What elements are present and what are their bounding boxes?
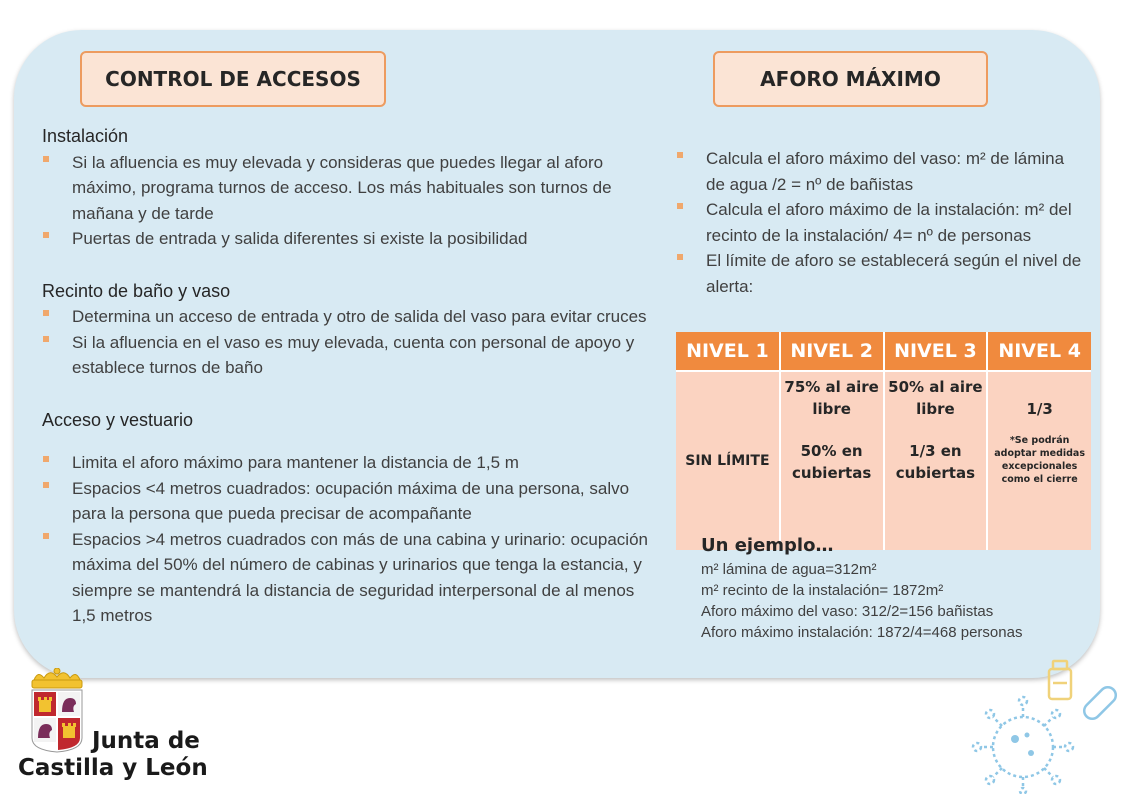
logo-line-2: Castilla y León xyxy=(18,755,208,781)
example-line: m² recinto de la instalación= 1872m² xyxy=(701,582,944,599)
bullet-list xyxy=(42,150,660,252)
example-block xyxy=(701,533,1081,643)
cell-text: 75% al aire libre xyxy=(784,378,879,418)
header-right-label: AFORO MÁXIMO xyxy=(760,67,941,91)
square-bullet-icon xyxy=(43,232,49,238)
cell-nivel-3 xyxy=(884,371,988,550)
list-item-text: Espacios <4 metros cuadrados: ocupación máxima de una persona, salvo para la persona que pueda precisar de acompañante xyxy=(72,478,630,523)
list-item xyxy=(42,304,660,330)
square-bullet-icon xyxy=(43,310,49,316)
list-item-text: Puertas de entrada y salida diferentes si existe la posibilidad xyxy=(72,229,528,248)
list-item xyxy=(676,197,1086,248)
header-nivel-1: NIVEL 1 xyxy=(676,332,780,371)
section-title: Instalación xyxy=(42,126,129,146)
table-header-row xyxy=(676,332,1091,371)
list-item-text: Si la afluencia es muy elevada y consideras que puedes llegar al aforo máximo, programa turnos de acceso. Los más habituales son turnos de mañana y de tarde xyxy=(72,152,612,223)
list-item xyxy=(676,248,1086,299)
table-row xyxy=(676,371,1091,550)
section-instalacion xyxy=(42,124,660,252)
list-item-text: Si la afluencia en el vaso es muy elevada, cuenta con personal de apoyo y establece turnos de baño xyxy=(72,332,635,377)
square-bullet-icon xyxy=(677,152,683,158)
example-line: Aforo máximo del vaso: 312/2=156 bañistas xyxy=(701,603,994,620)
list-item xyxy=(676,146,1086,197)
list-item-text: Limita el aforo máximo para mantener la distancia de 1,5 m xyxy=(72,453,519,472)
cell-nivel-1 xyxy=(676,371,780,550)
list-item xyxy=(42,330,660,381)
cell-text: 50% en cubiertas xyxy=(792,442,872,482)
header-left-label: CONTROL DE ACCESOS xyxy=(105,67,361,91)
virus-decoration-icon xyxy=(965,655,1123,794)
section-acceso-vestuario xyxy=(42,408,660,629)
square-bullet-icon xyxy=(43,336,49,342)
logo-line-1: Junta de xyxy=(92,728,200,754)
bullet-list xyxy=(676,146,1086,299)
list-item-text: Calcula el aforo máximo de la instalación: m² del recinto de la instalación/ 4= nº de personas xyxy=(706,200,1072,245)
header-nivel-4: NIVEL 4 xyxy=(987,332,1091,371)
header-aforo-maximo xyxy=(713,51,988,107)
square-bullet-icon xyxy=(677,254,683,260)
section-recinto xyxy=(42,279,660,381)
section-title: Recinto de baño y vaso xyxy=(42,280,231,301)
right-column xyxy=(676,146,1086,299)
cell-note: *Se podrán adoptar medidas excepcionales como el cierre xyxy=(994,435,1085,485)
square-bullet-icon xyxy=(43,156,49,162)
square-bullet-icon xyxy=(677,203,683,209)
left-column xyxy=(42,124,660,656)
cell-text: 1/3 xyxy=(1026,400,1053,418)
list-item xyxy=(42,150,660,227)
bullet-list xyxy=(42,304,660,381)
header-nivel-2: NIVEL 2 xyxy=(780,332,884,371)
cell-text: 50% al aire libre xyxy=(888,378,983,418)
list-item xyxy=(42,527,660,629)
list-item-text: Espacios >4 metros cuadrados con más de una cabina y urinario: ocupación máxima del 50% del número de cabinas y urinarios que tenga la estancia, y siempre se mantendrá la distancia de seguridad interpersonal de al menos 1,5 metros xyxy=(72,529,648,625)
section-title: Acceso y vestuario xyxy=(42,409,194,430)
cell-text: SIN LÍMITE xyxy=(685,453,770,469)
list-item-text: El límite de aforo se establecerá según el nivel de alerta: xyxy=(706,251,1082,296)
logo-text xyxy=(18,728,208,782)
example-line: Aforo máximo instalación: 1872/4=468 personas xyxy=(701,624,1023,641)
example-title: Un ejemplo… xyxy=(701,535,834,556)
alert-level-table xyxy=(676,332,1091,550)
header-nivel-3: NIVEL 3 xyxy=(884,332,988,371)
square-bullet-icon xyxy=(43,456,49,462)
example-line: m² lámina de agua=312m² xyxy=(701,561,877,578)
list-item-text: Calcula el aforo máximo del vaso: m² de lámina de agua /2 = nº de bañistas xyxy=(706,149,1065,194)
list-item xyxy=(42,226,660,252)
square-bullet-icon xyxy=(43,533,49,539)
header-control-de-accesos xyxy=(80,51,386,107)
cell-nivel-2 xyxy=(780,371,884,550)
list-item xyxy=(42,450,660,476)
cell-text: 1/3 en cubiertas xyxy=(895,442,975,482)
list-item xyxy=(42,476,660,527)
square-bullet-icon xyxy=(43,482,49,488)
list-item-text: Determina un acceso de entrada y otro de salida del vaso para evitar cruces xyxy=(72,307,647,326)
cell-nivel-4 xyxy=(987,371,1091,550)
bullet-list xyxy=(42,450,660,629)
